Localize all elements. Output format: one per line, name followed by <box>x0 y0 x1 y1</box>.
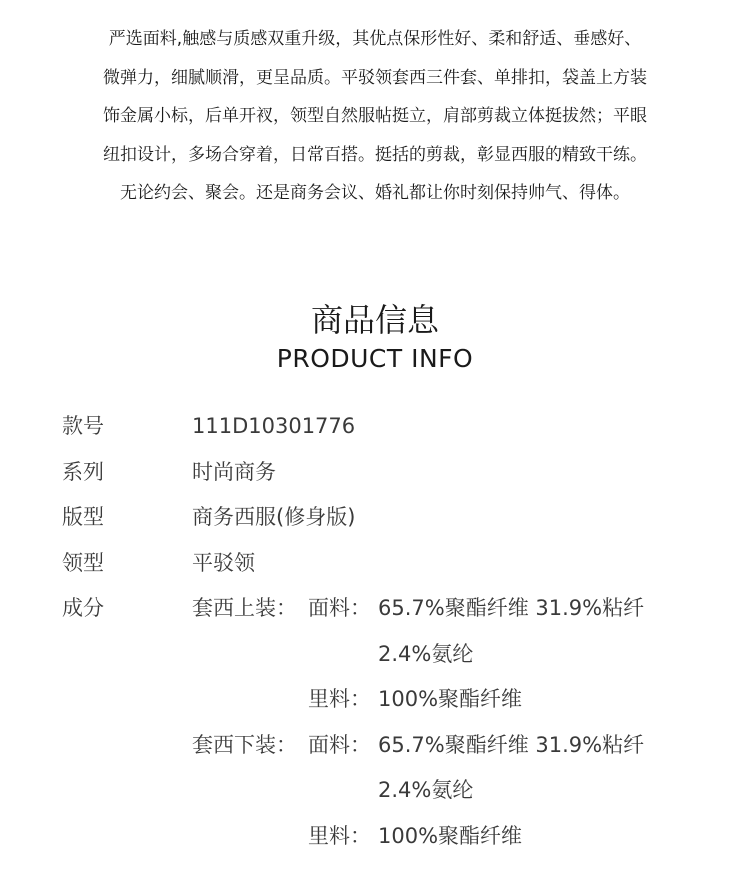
description-line: 严选面料,触感与质感双重升级，其优点保形性好、柔和舒适、垂感好、 <box>108 29 642 49</box>
info-row-composition-bottom-fabric <box>62 723 712 769</box>
series-value: 时尚商务 <box>192 459 276 484</box>
series-label: 系列 <box>62 459 104 484</box>
description-line: 饰金属小标，后单开衩，领型自然服帖挺立，肩部剪裁立体挺拔然；平眼 <box>103 106 647 126</box>
collar-value: 平驳领 <box>192 550 255 575</box>
fit-label: 版型 <box>62 505 104 529</box>
description-line: 无论约会、聚会。还是商务会议、婚礼都让你时刻保持帅气、得体。 <box>120 183 630 203</box>
product-description <box>0 20 750 213</box>
top-fabric-value-cont: 2.4%氨纶 <box>378 641 474 666</box>
top-lining-value: 100%聚酯纤维 <box>378 687 523 711</box>
info-row-composition-bottom-fabric-cont <box>62 768 712 814</box>
fit-value: 商务西服(修身版) <box>192 505 356 529</box>
top-part-label: 套西上装： <box>192 596 297 620</box>
description-line: 微弹力，细腻顺滑，更呈品质。平驳领套西三件套、单排扣，袋盖上方装 <box>103 67 647 88</box>
info-row-style-no <box>62 404 712 450</box>
section-title-english: PRODUCT INFO <box>276 344 474 373</box>
info-row-composition-top-fabric-cont <box>62 632 712 678</box>
top-fabric-label: 面料： <box>308 596 371 620</box>
bottom-part-label: 套西下装： <box>192 732 297 757</box>
section-title-chinese: 商品信息 <box>310 301 439 339</box>
top-lining-label: 里料： <box>308 687 371 711</box>
info-row-composition-top-lining <box>62 677 712 723</box>
style-no-value: 111D10301776 <box>192 414 356 438</box>
info-row-series <box>62 450 712 496</box>
bottom-fabric-label: 面料： <box>308 732 371 757</box>
top-fabric-value: 65.7%聚酯纤维 31.9%粘纤 <box>378 596 645 620</box>
bottom-fabric-value: 65.7%聚酯纤维 31.9%粘纤 <box>378 732 645 757</box>
bottom-lining-value: 100%聚酯纤维 <box>378 823 523 848</box>
bottom-fabric-value-cont: 2.4%氨纶 <box>378 778 474 802</box>
info-row-fit <box>62 495 712 541</box>
composition-label: 成分 <box>62 596 104 620</box>
collar-label: 领型 <box>62 550 104 575</box>
info-row-composition-top-fabric <box>62 586 712 632</box>
style-no-label: 款号 <box>62 414 104 438</box>
info-row-collar <box>62 541 712 587</box>
info-row-composition-bottom-lining <box>62 814 712 860</box>
description-line: 纽扣设计，多场合穿着，日常百搭。挺括的剪裁，彰显西服的精致干练。 <box>103 144 647 165</box>
product-info-table <box>62 404 712 859</box>
bottom-lining-label: 里料： <box>308 823 371 848</box>
